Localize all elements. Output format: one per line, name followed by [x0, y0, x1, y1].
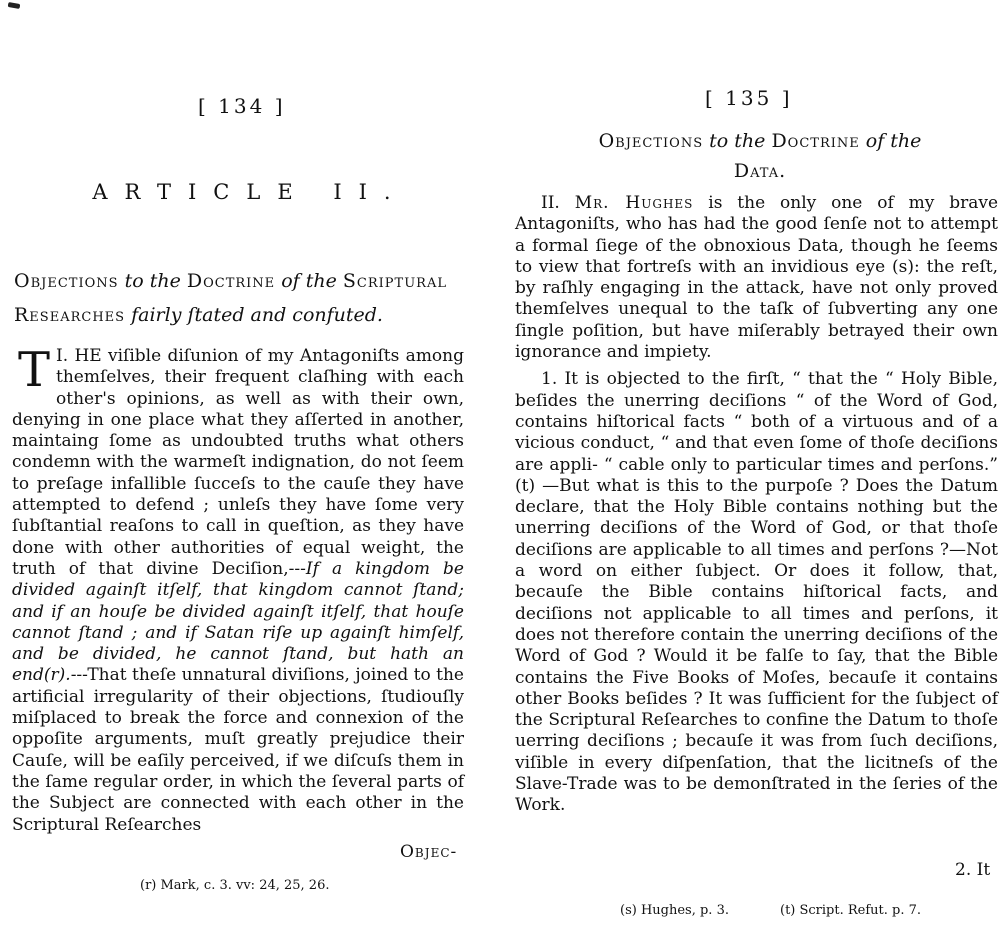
paragraph-text: ---That theſe unnatural diviſions, joined to the artificial irregularity of their objections, ſtudiouſly miſplaced to break the force and connexion of the oppoſite arguments, muſt greatly prejudice their Cauſe, will be eaſily perceived, if we diſcuſs them in the ſame regular order, in which the ſeveral parts of the Subject are connected with each other in the Scriptural Reſearches — [12, 665, 464, 835]
paragraph — [12, 342, 464, 836]
heading-word: the — [305, 270, 337, 292]
catchword: 2. It — [955, 860, 991, 880]
paragraph — [515, 193, 998, 363]
heading-word: of — [281, 270, 300, 292]
section-heading — [14, 264, 484, 332]
article-title: ARTICLE II. — [92, 180, 408, 204]
drop-cap: T — [18, 342, 51, 398]
footnote: (r) Mark, c. 3. vv: 24, 25, 26. — [140, 878, 330, 893]
catchword: Objec- — [400, 842, 458, 862]
paragraph-text: is the only one of my brave Antagoniſts, who has had the good ſenſe not to attempt a formal ſiege of the obnoxious Data, though he ſeems to view that fortreſs with an invidious eye (s): the reſt, by raſhly engaging in the attack, have not only proved themſelves unequal to the taſk of ſubverting any one ſingle poſition, but have miſerably betrayed their own ignorance and impiety. — [515, 193, 999, 363]
person-name: Mr. Hughes — [574, 193, 694, 213]
paragraph-text: HE viſible diſunion of my Antagoniſts among themſelves, their frequent claſhing with each other's opinions, as well as with their own, denying in one place what they aſſerted in another, maintaing ſome as undoubted truths what others condemn with the warmeſt indignation, do not ſeem to preſage infallible ſucceſs to the cauſe they have attempted to defend ; unleſs they have ſome very ſubſtantial reaſons to call in queſtion, as they have done with other authorities of equal weight, the truth of that divine Deciſion,--- — [12, 346, 464, 579]
scripture-quote: If a kingdom be divided againſt itſelf, that kingdom cannot ſtand; and if an houſe be divided againſt itſelf, that houſe cannot ſtand ; and if Satan riſe up againſt himſelf, and be divided, he cannot ſtand, but hath an end(r). — [12, 558, 464, 686]
heading-word: to the — [709, 130, 766, 152]
page-number: [ 134 ] — [198, 94, 286, 118]
body-text — [12, 342, 464, 836]
right-page — [515, 0, 1000, 927]
heading-word: fairly ſtated and confuted. — [131, 304, 383, 326]
heading-word: Data. — [733, 160, 787, 182]
heading-word: Doctrine — [771, 130, 860, 152]
section-numeral: I. — [56, 346, 69, 366]
footnote: (t) Script. Refut. p. 7. — [780, 903, 922, 918]
footnote: (s) Hughes, p. 3. — [620, 903, 729, 918]
ink-mark — [8, 2, 21, 9]
heading-word: Objections — [14, 270, 119, 292]
heading-word: of the — [865, 130, 922, 152]
heading-word: to the — [124, 270, 181, 292]
page-number: [ 135 ] — [705, 86, 793, 110]
heading-word: Objections — [598, 130, 704, 152]
heading-word: Doctrine — [186, 270, 276, 292]
body-text — [515, 193, 998, 823]
section-numeral: II. — [541, 193, 560, 213]
section-heading — [545, 126, 975, 186]
heading-word: Scriptural Researches — [14, 270, 447, 326]
paragraph: 1. It is objected to the firſt, “ that the “ Holy Bible, beſides the unerring deciſions “ of the Word of God, contains hiſtorical facts “ both of a virtuous and of a vicious conduct, “ and that even ſome of thoſe deciſions are appli- “ cable only to particular times and perſons.” (t) —But what is this to the purpoſe ? Does the Datum declare, that the Holy Bible contains nothing but the unerring deciſions of the Word of God, or that thoſe deciſions are applicable to all times and perſons ?—Not a word on either ſubject. Or does it follow, that, becauſe the Bible contains hiſtorical facts, and deciſions not applicable to all times and perſons, it does not therefore contain the unerring deciſions of the Word of God ? Would it be falſe to ſay, that the Bible contains the Five Books of Moſes, becauſe it contains other Books beſides ? It was ſufficient for the ſubject of the Scriptural Reſearches to confine the Datum to thoſe uerring deciſions ; becauſe it was from ſuch deciſions, viſible in every diſpenſation, that the licitneſs of the Slave-Trade was to be demonſtrated in the ſeries of the Work. — [515, 369, 998, 816]
